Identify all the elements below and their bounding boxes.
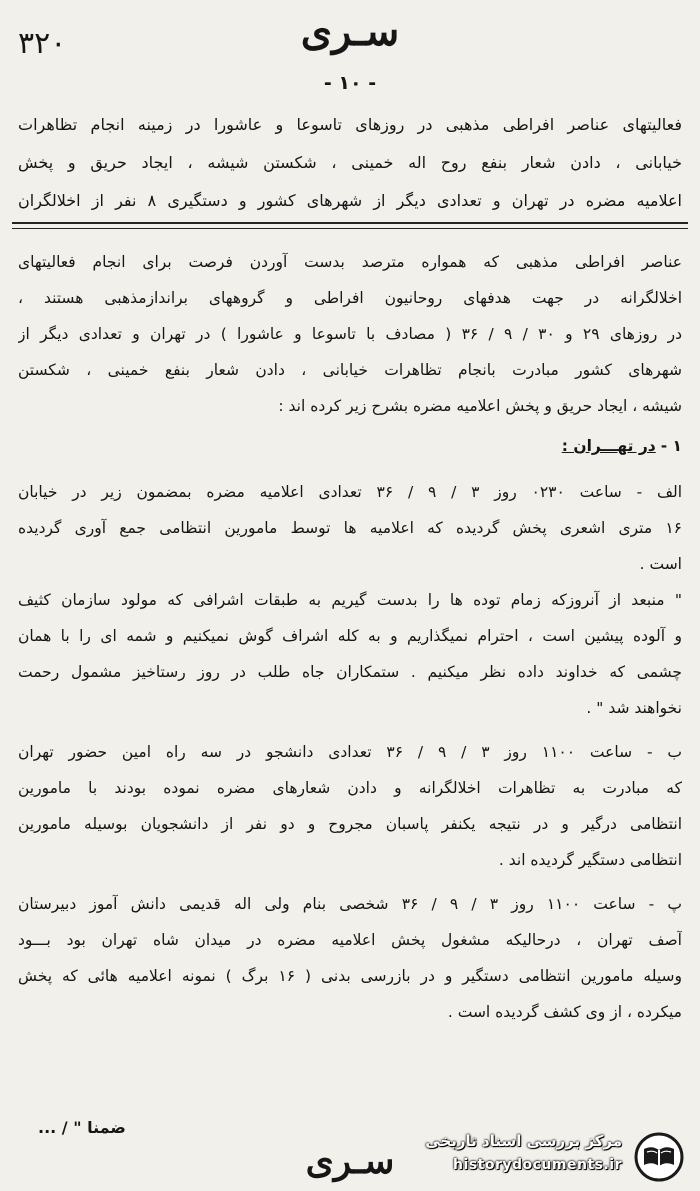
intro-line: شهرهای کشور مبادرت بانجام تظاهرات خیابانی ، دادن شعار بنفع خمینی ، شکستن bbox=[18, 361, 682, 379]
watermark-text-en: historydocuments.ir bbox=[453, 1157, 622, 1173]
para-pe-line: وسیله مامورین انتظامی دستگیر و در بازرسی بدنی ( ۱۶ برگ ) نمونه اعلامیه هائی که پخش bbox=[18, 967, 682, 985]
para-alef-line: ۱۶ متری اشعری پخش گردیده که اعلامیه ها توسط مامورین انتظامی جمع آوری گردیده bbox=[18, 519, 682, 537]
page-number: ۳۲۰ bbox=[18, 26, 67, 61]
para-pe-line: آصف تهران ، درحالیکه مشغول پخش اعلامیه مضره در میدان شاه تهران بود بـــود bbox=[18, 931, 682, 949]
enclosure-note: ضمنا " / ... bbox=[38, 1118, 126, 1137]
summary-block bbox=[18, 106, 682, 220]
book-logo-icon bbox=[630, 1132, 688, 1182]
para-alef-line: الف - ساعت ۰۲۳۰ روز ۳ / ۹ / ۳۶ تعدادی اعلامیه مضره بمضمون زیر در خیابان bbox=[18, 483, 682, 501]
section-title: در تهـــران : bbox=[561, 437, 656, 455]
intro-line: شیشه ، ایجاد حریق و پخش اعلامیه مضره بشرح زیر کرده اند : bbox=[278, 397, 682, 415]
para-be-line: ب - ساعت ۱۱۰۰ روز ۳ / ۹ / ۳۶ تعدادی دانشجو در سه راه امین حضور تهران bbox=[18, 743, 682, 761]
para-be-line: انتظامی درگیر و در نتیجه یکنفر پاسبان مجروح و دو نفر از دانشجویان بوسیله مامورین bbox=[18, 815, 682, 833]
para-alef-line: است . bbox=[639, 555, 682, 573]
para-pe-line: پ - ساعت ۱۱۰۰ روز ۳ / ۹ / ۳۶ شخصی بنام ولی اله قدیمی دانش آموز دبیرستان bbox=[18, 895, 682, 913]
watermark-text-fa: مرکز بررسی اسناد تاریخی bbox=[425, 1132, 622, 1150]
quote-line: " منبعد از آنروزکه زمام توده ها را بدست گیریم به طبقات اشرافی که مولود سازمان کثیف bbox=[18, 591, 682, 609]
divider-rule bbox=[12, 222, 688, 224]
section-heading bbox=[18, 426, 682, 466]
intro-line: در روزهای ۲۹ و ۳۰ / ۹ / ۳۶ ( مصادف با تاسوعا و عاشورا ) در تهران و تعدادی دیگر از bbox=[18, 325, 682, 343]
quote-line: نخواهند شد " . bbox=[586, 699, 682, 717]
classification-top: سـری bbox=[300, 8, 400, 55]
watermark bbox=[398, 1128, 688, 1184]
report-body bbox=[18, 244, 682, 1030]
item-number: - ۱۰ - bbox=[323, 72, 377, 94]
section-number: ۱ - bbox=[660, 437, 682, 455]
classification-bottom: سـری bbox=[305, 1140, 395, 1182]
intro-line: اخلالگرانه در جهت هدفهای روحانیون افراطی و گروههای براندازمذهبی هستند ، bbox=[18, 289, 682, 307]
summary-line: فعالیتهای عناصر افراطی مذهبی در روزهای تاسوعا و عاشورا در زمینه انجام تظاهرات bbox=[18, 115, 682, 134]
quote-line: چشمی که خداوند داده نظر میکنیم . ستمکاران جاه طلب در روز رستاخیز مشمول رحمت bbox=[18, 663, 682, 681]
para-be-line: انتظامی دستگیر گردیده اند . bbox=[498, 851, 682, 869]
summary-line: خیابانی ، دادن شعار بنفع روح اله خمینی ، شکستن شیشه ، ایجاد حریق و پخش bbox=[18, 153, 682, 172]
para-be-line: که مبادرت به تظاهرات اخلالگرانه و دادن شعارهای مضره نموده بودند با مامورین bbox=[18, 779, 682, 797]
para-pe-line: میکرده ، از وی کشف گردیده است . bbox=[447, 1003, 682, 1021]
summary-line: اعلامیه مضره در تهران و تعدادی دیگر از شهرهای کشور و دستگیری ۸ نفر از اخلالگران bbox=[18, 191, 682, 210]
quote-line: و آلوده پیشین است ، احترام نمیگذاریم و به کله اشراف گوش نمیکنیم و شمه ای را با همان bbox=[18, 627, 682, 645]
divider-rule bbox=[12, 228, 688, 229]
intro-line: عناصر افراطی مذهبی که همواره مترصد بدست آوردن فرصت برای انجام فعالیتهای bbox=[18, 253, 682, 271]
